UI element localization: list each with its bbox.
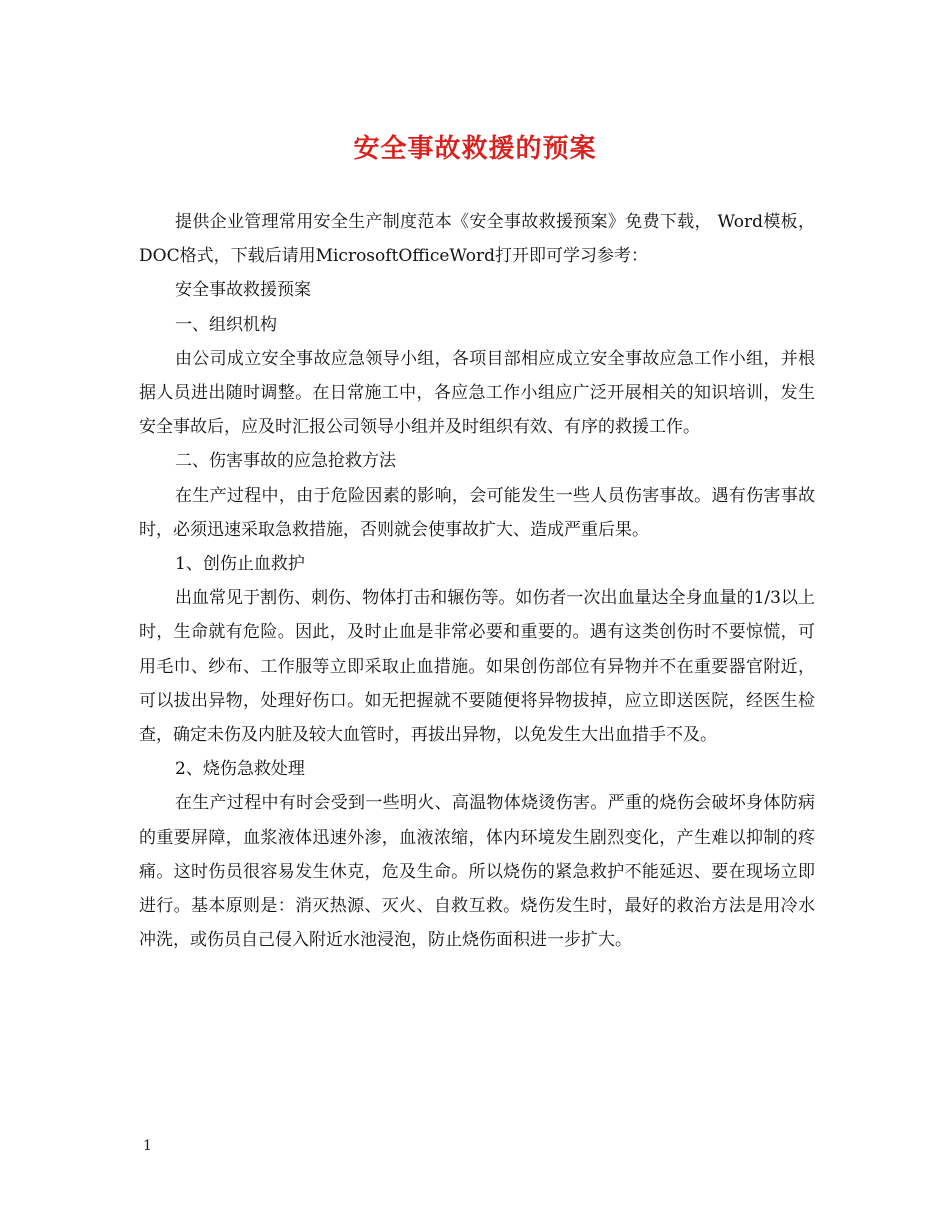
- document-title: 安全事故救援的预案: [353, 134, 597, 164]
- page-number: 1: [143, 1138, 152, 1154]
- paragraph-plan-heading: 安全事故救援预案: [175, 280, 311, 301]
- paragraph-intro: 提供企业管理常用安全生产制度范本《安全事故救援预案》免费下载， Word模板，DOC格式，下载后请用MicrosoftOfficeWord打开即可学习参考：: [139, 212, 815, 267]
- section-heading-emergency-methods: 二、伤害事故的应急抢救方法: [175, 451, 396, 472]
- section-heading-organization: 一、组织机构: [175, 314, 277, 335]
- paragraph-emergency-methods: 在生产过程中，由于危险因素的影响，会可能发生一些人员伤害事故。遇有伤害事故时，必须迅速采取急救措施，否则就会使事故扩大、造成严重后果。: [139, 485, 815, 540]
- subsection-heading-burns: 2、烧伤急救处理: [175, 759, 305, 780]
- paragraph-burns: 在生产过程中有时会受到一些明火、高温物体烧烫伤害。严重的烧伤会破坏身体防病的重要屏障，血浆液体迅速外渗，血液浓缩，体内环境发生剧烈变化，产生难以抑制的疼痛。这时伤员很容易发生休克，危及生命。所以烧伤的紧急救护不能延迟、要在现场立即进行。基本原则是：消灭热源、灭火、自救互救。烧伤发生时，最好的救治方法是用冷水冲洗，或伤员自己侵入附近水池浸泡，防止烧伤面积进一步扩大。: [139, 793, 815, 951]
- document-body: [139, 205, 815, 957]
- paragraph-bleeding: 出血常见于割伤、刺伤、物体打击和辗伤等。如伤者一次出血量达全身血量的1/3以上时，生命就有危险。因此，及时止血是非常必要和重要的。遇有这类创伤时不要惊慌，可用毛巾、纱布、工作服等立即采取止血措施。如果创伤部位有异物并不在重要器官附近，可以拔出异物，处理好伤口。如无把握就不要随便将异物拔掉，应立即送医院，经医生检查，确定未伤及内脏及较大血管时，再拔出异物，以免发生大出血措手不及。: [139, 588, 815, 746]
- subsection-heading-bleeding: 1、创伤止血救护: [175, 554, 305, 575]
- paragraph-organization: 由公司成立安全事故应急领导小组，各项目部相应成立安全事故应急工作小组，并根据人员进出随时调整。在日常施工中，各应急工作小组应广泛开展相关的知识培训，发生安全事故后，应及时汇报公司领导小组并及时组织有效、有序的救援工作。: [139, 348, 815, 438]
